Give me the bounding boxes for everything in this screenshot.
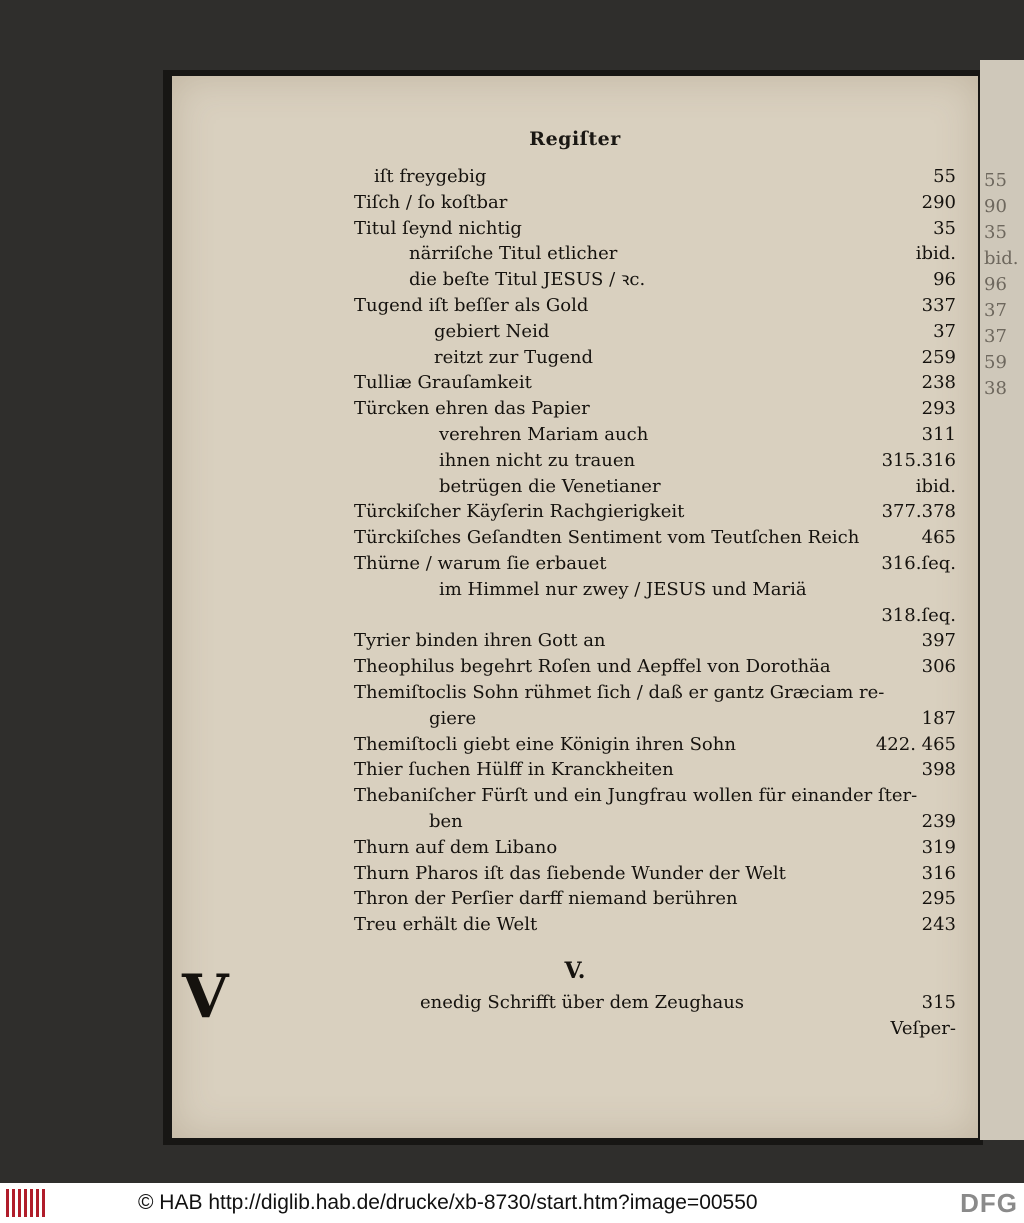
entry-page-number: 315.316 xyxy=(881,449,956,471)
entry-text: gebiert Neid xyxy=(434,320,550,342)
entry-text: im Himmel nur zwey / JESUS und Mariä xyxy=(439,578,807,600)
entry-text: reitzt zur Tugend xyxy=(434,346,593,368)
entry-page-number: 96 xyxy=(933,269,956,291)
register-entry xyxy=(172,448,978,474)
entry-text: Thier ſuchen Hülff in Kranckheiten xyxy=(354,759,674,781)
register-entry xyxy=(172,551,978,577)
entry-text: iſt freygebig xyxy=(374,166,487,187)
entry-page-number: 377.378 xyxy=(881,501,956,523)
register-entry xyxy=(172,706,978,732)
entry-text: Thron der Perſier darff niemand berühren xyxy=(354,888,738,910)
entry-text: Thurn auf dem Libano xyxy=(354,836,558,858)
register-entry xyxy=(172,654,978,680)
entry-text: enedig Schrifft über dem Zeughaus xyxy=(420,992,745,1013)
dfg-logo: DFG xyxy=(960,1188,1018,1218)
entry-page-number: 318.ſeq. xyxy=(881,604,956,626)
entry-text: Thürne / warum ſie erbauet xyxy=(354,553,607,574)
register-entry xyxy=(172,757,978,783)
register-entry xyxy=(172,886,978,912)
entry-page-number: 398 xyxy=(921,759,956,781)
register-entry xyxy=(172,474,978,500)
entry-page-number: 239 xyxy=(921,811,956,832)
entry-page-number: 295 xyxy=(921,888,956,910)
entry-page-number: 306 xyxy=(921,656,956,678)
register-entry xyxy=(172,164,978,190)
entry-text: betrügen die Venetianer xyxy=(439,475,661,497)
register-entry xyxy=(172,680,978,706)
register-entry xyxy=(172,293,978,319)
entry-page-number: 290 xyxy=(921,191,956,213)
register-entry xyxy=(172,912,978,938)
register-entry xyxy=(172,990,978,1016)
entry-page-number: ibid. xyxy=(915,475,956,497)
entry-text: Türckiſches Geſandten Sentiment vom Teutſchen Reich xyxy=(354,527,860,549)
adjacent-page-edge: 55 90 35 bid. 96 37 37 59 38 xyxy=(980,60,1024,1140)
entry-page-number: 243 xyxy=(921,914,956,936)
entry-text: ben xyxy=(429,811,463,832)
register-entry xyxy=(172,577,978,603)
register-entry xyxy=(172,370,978,396)
entry-text: die beſte Titul JESUS / ꝛc. xyxy=(409,269,646,291)
register-entry xyxy=(172,241,978,267)
register-entry xyxy=(172,732,978,758)
entry-page-number: 55 xyxy=(933,166,956,187)
register-entry xyxy=(172,603,978,629)
entry-page-number: 422. 465 xyxy=(875,733,956,755)
register-entry xyxy=(172,628,978,654)
entry-page-number: 316.ſeq. xyxy=(881,553,956,574)
entry-text: Theophilus begehrt Roſen und Aepffel von Dorothäa xyxy=(354,656,831,678)
hab-logo-icon xyxy=(6,1189,46,1217)
register-entry xyxy=(172,525,978,551)
decorated-initial: V xyxy=(182,962,229,1032)
entry-text: Tyrier binden ihren Gott an xyxy=(354,630,606,652)
register-entry xyxy=(172,345,978,371)
entry-page-number: 311 xyxy=(921,424,956,445)
entry-text: Tulliæ Grauſamkeit xyxy=(354,372,532,394)
catchword: Veſper- xyxy=(890,1018,956,1039)
entry-page-number: ibid. xyxy=(915,243,956,265)
register-entry xyxy=(172,861,978,887)
entry-text: Türckiſcher Käyſerin Rachgierigkeit xyxy=(354,501,685,523)
book-page xyxy=(172,76,978,1138)
entry-text: Themiſtoclis Sohn rühmet ſich / daß er gantz Græciam re- xyxy=(354,682,885,703)
entry-text: Thebaniſcher Fürſt und ein Jungfrau wollen für einander ſter- xyxy=(354,785,918,807)
entry-text: närriſche Titul etlicher xyxy=(409,243,618,265)
register-entry xyxy=(172,835,978,861)
entry-text: Themiſtocli giebt eine Königin ihren Sohn xyxy=(354,733,736,755)
entry-page-number: 187 xyxy=(921,707,956,729)
footer-bar xyxy=(0,1183,1024,1223)
entry-page-number: 35 xyxy=(933,217,956,239)
entry-page-number: 397 xyxy=(921,630,956,652)
entry-text: Türcken ehren das Papier xyxy=(354,398,590,420)
register-entry xyxy=(172,499,978,525)
entry-page-number: 337 xyxy=(921,295,956,316)
entry-page-number: 316 xyxy=(921,862,956,884)
entry-text: Tiſch / ſo koſtbar xyxy=(354,191,508,213)
entry-text: verehren Mariam auch xyxy=(439,424,649,445)
register-entry xyxy=(172,190,978,216)
register-entry xyxy=(172,396,978,422)
entry-text: Titul ſeynd nichtig xyxy=(354,217,522,239)
entry-page-number: 37 xyxy=(933,320,956,342)
copyright-url[interactable]: © HAB http://diglib.hab.de/drucke/xb-8730/start.htm?image=00550 xyxy=(138,1191,758,1214)
entry-page-number: 259 xyxy=(921,346,956,368)
entry-text: Tugend iſt beſſer als Gold xyxy=(354,295,589,316)
entry-text: Thurn Pharos iſt das ſiebende Wunder der Welt xyxy=(354,862,786,884)
register-entry xyxy=(172,809,978,835)
register-entry xyxy=(172,319,978,345)
register-entry xyxy=(172,267,978,293)
register-entry xyxy=(172,422,978,448)
running-header: Regiſter xyxy=(529,128,621,150)
entry-text: Treu erhält die Welt xyxy=(354,914,538,936)
entry-text: giere xyxy=(429,707,477,729)
entry-page-number: 319 xyxy=(921,836,956,858)
entry-page-number: 238 xyxy=(921,372,956,394)
register-entry xyxy=(172,216,978,242)
entry-page-number: 293 xyxy=(921,398,956,420)
entry-text: ihnen nicht zu trauen xyxy=(439,449,636,471)
entry-page-number: 315 xyxy=(921,992,956,1013)
entry-page-number: 465 xyxy=(921,527,956,549)
register-entry xyxy=(172,783,978,809)
section-letter: V. xyxy=(564,958,586,984)
